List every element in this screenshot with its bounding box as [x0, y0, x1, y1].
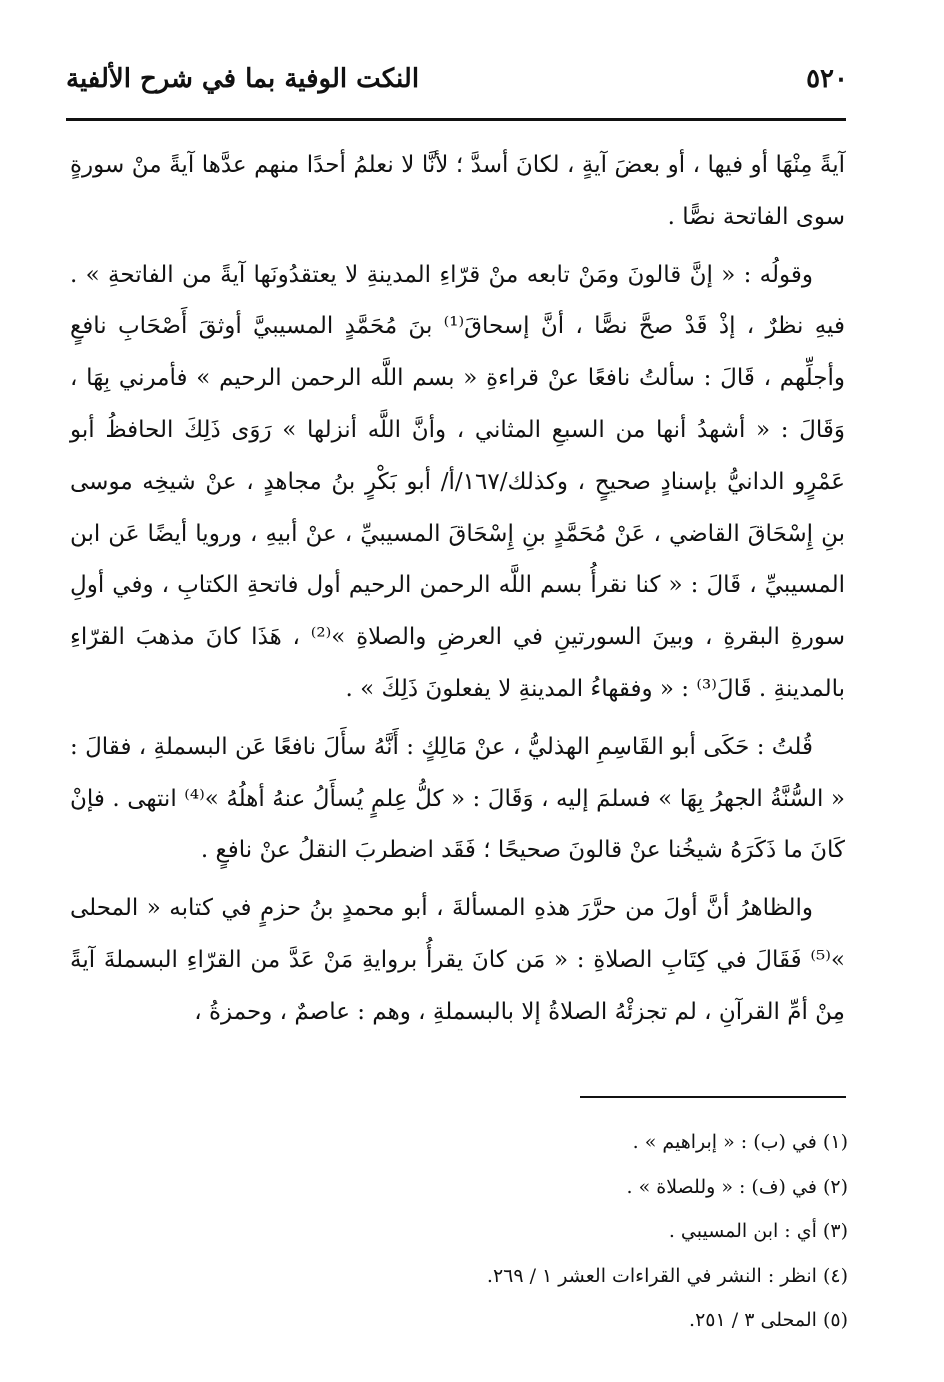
footnote-rule — [580, 1096, 846, 1098]
footnotes — [300, 1120, 848, 1343]
running-title: النكت الوفية بما في شرح الألفية — [66, 64, 420, 94]
page-number: ٥٢٠ — [806, 64, 848, 94]
footnote: (١) في (ب) : « إبراهيم » . — [632, 1131, 848, 1153]
paragraph: قُلتُ : حَكَى أبو القَاسِمِ الهذليُّ ، عنْ مَالِكٍ : أَنَّهُ سأَلَ نافعًا عَن البسملةِ ، فقالَ : « السُّنَّةُ الجهرُ بِهَا » فسلمَ إليه ، وَقَالَ : « كلُّ عِلمٍ يُسأَلُ عنهُ أهلُهُ »⁽⁴⁾ انتهى . فإنْ كَانَ ما ذَكَرَهُ شيخُنا عنْ قالونَ صحيحًا ؛ فَقَد اضطربَ النقلُ عنْ نافعٍ . — [70, 733, 846, 864]
header-rule — [66, 118, 846, 121]
main-text — [70, 140, 845, 1039]
footnote: (٢) في (ف) : « وللصلاة » . — [626, 1175, 848, 1198]
footnote: (٤) انظر : النشر في القراءات العشر ١ / ٢٦٩. — [486, 1264, 848, 1287]
page-header — [66, 58, 848, 102]
footnote: (٥) المحلى ٣ / ٢٥١. — [689, 1309, 848, 1331]
paragraph: والظاهرُ أنَّ أولَ من حرَّرَ هذهِ المسألةَ ، أبو محمدٍ بنُ حزمٍ في كتابه « المحلى »⁽⁵⁾ فَقَالَ في كِتَابِ الصلاةِ : « مَن كانَ يقرأُ بروايةِ مَنْ عَدَّ من القرّاءِ البسملةَ آيةً مِنْ أمِّ القرآنِ ، لم تجزئْهُ الصلاةُ إلا بالبسملةِ ، وهم : عاصمٌ ، وحمزةُ ، — [70, 895, 845, 1025]
paragraph: آيةً مِنْهَا أو فيها ، أو بعضَ آيةٍ ، لكانَ أسدَّ ؛ لأنَّا لا نعلمُ أحدًا منهم عدَّها آيةً منْ سورةٍ سوى الفاتحة نصًّا . — [70, 152, 845, 230]
footnote: (٣) أي : ابن المسيبي . — [668, 1220, 848, 1242]
paragraph: وقولُه : « إنَّ قالونَ ومَنْ تابعه منْ قرّاءِ المدينةِ لا يعتقدُونَها آيةً من الفاتحةِ » . فيهِ نظرٌ ، إذْ قَدْ صحَّ نصًّا ، أنَّ إسحاقَ⁽¹⁾ بنَ مُحَمَّدٍ المسيبيَّ أوثقَ أَصْحَابِ نافعٍ وأجلِّهم ، قَالَ : سألتُ نافعًا عنْ قراءةِ « بسم اللَّه الرحمن الرحيم » فأمرني بِهَا ، وَقَالَ : « أشهدُ أنها من السبعِ المثاني ، وأنَّ اللَّه أنزلها » رَوَى ذَلِكَ الحافظُ أبو عَمْرٍو الدانيُّ بإسنادٍ صحيحٍ ، وكذلك/١٦٧/أ/ أبو بَكْرٍ بنُ مجاهدٍ ، عنْ شيخِه موسى بنِ إِسْحَاقَ القاضي ، عَنْ مُحَمَّدٍ بنِ إِسْحَاقَ المسيبيِّ ، عنْ أبيهِ ، ورويا أيضًا عَن ابن المسيبيِّ ، قَالَ : « كنا نقرأُ بسم اللَّه الرحمن الرحيم أول فاتحةِ الكتابِ ، وفي أولِ سورةِ البقرةِ ، وبينَ السورتينِ في العرضِ والصلاةِ »⁽²⁾ ، هَذَا كانَ مذهبَ القرّاءِ بالمدينةِ . قَالَ⁽³⁾ : « وفقهاءُ المدينةِ لا يفعلونَ ذَلِكَ » . — [70, 261, 845, 702]
